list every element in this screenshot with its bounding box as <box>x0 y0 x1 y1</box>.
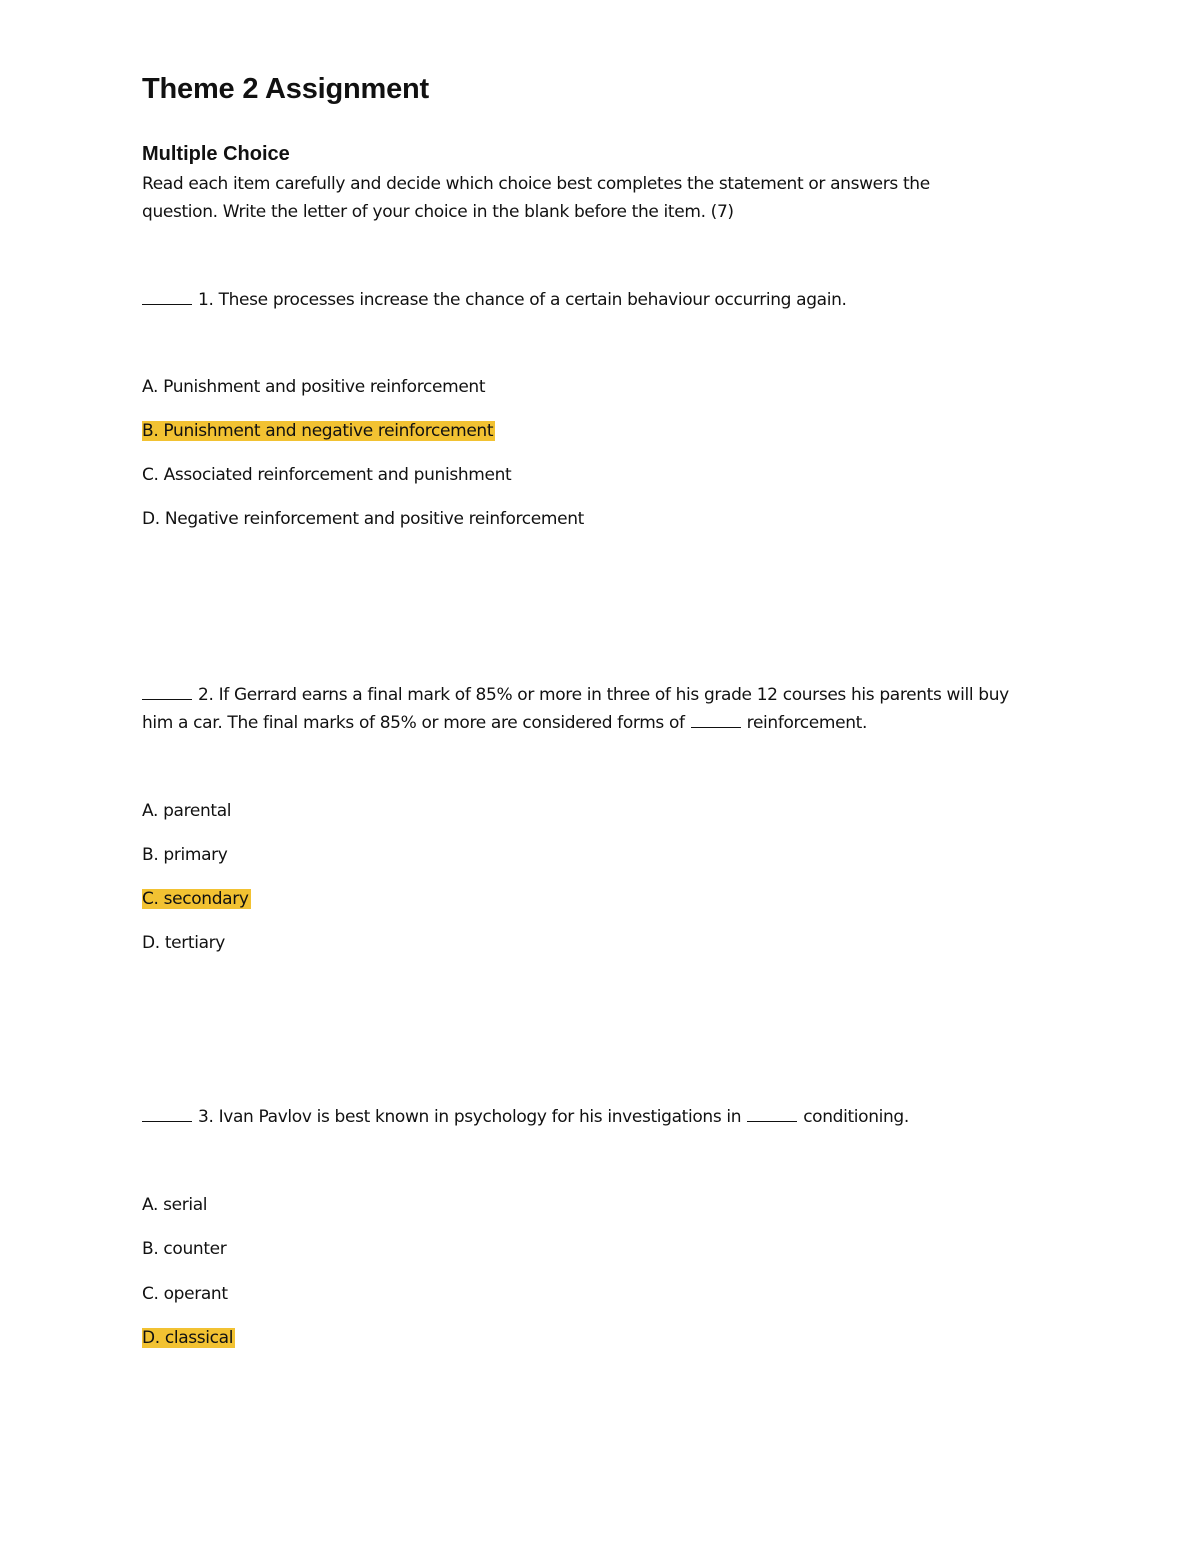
question-2 <box>142 681 1009 709</box>
question-1-option-a <box>142 373 487 401</box>
inline-blank <box>691 726 741 728</box>
question-number: 1. <box>198 290 214 310</box>
option-text: C. operant <box>142 1284 228 1304</box>
section-heading: Multiple Choice <box>142 143 290 165</box>
question-text-line-2-end: reinforcement. <box>746 713 868 733</box>
answer-blank <box>142 1120 192 1122</box>
question-3-option-d <box>142 1324 235 1352</box>
option-text: B. counter <box>142 1239 227 1259</box>
question-1 <box>142 286 847 314</box>
question-text: These processes increase the chance of a certain behaviour occurring again. <box>218 290 847 310</box>
question-number: 3. <box>198 1107 214 1127</box>
question-text-line-1: If Gerrard earns a final mark of 85% or more in three of his grade 12 courses his parents will buy <box>218 685 1009 705</box>
option-text: A. parental <box>142 801 232 821</box>
question-2-option-b <box>142 841 230 869</box>
question-text-end: conditioning. <box>803 1107 909 1127</box>
instructions <box>142 170 1042 226</box>
option-text: B. primary <box>142 845 228 865</box>
option-text: D. Negative reinforcement and positive reinforcement <box>142 509 584 529</box>
question-3-option-b <box>142 1235 228 1263</box>
inline-blank <box>747 1120 797 1122</box>
question-1-option-c <box>142 461 513 489</box>
instructions-line-1: Read each item carefully and decide which choice best completes the statement or answers the <box>142 174 930 194</box>
question-1-option-b <box>142 417 495 445</box>
question-3-option-a <box>142 1191 209 1219</box>
question-number: 2. <box>198 685 214 705</box>
question-text-line-2: him a car. The final marks of 85% or more are considered forms of <box>142 713 685 733</box>
question-3-option-c <box>142 1280 230 1308</box>
answer-blank <box>142 698 192 700</box>
highlighted-answer: B. Punishment and negative reinforcement <box>142 421 494 441</box>
question-2-option-d <box>142 929 227 957</box>
highlighted-answer: C. secondary <box>142 889 249 909</box>
option-text: C. Associated reinforcement and punishment <box>142 465 512 485</box>
option-text: D. tertiary <box>142 933 226 953</box>
highlighted-answer: D. classical <box>142 1328 234 1348</box>
question-2-line-2 <box>142 709 867 737</box>
page-title: Theme 2 Assignment <box>142 73 430 105</box>
question-3 <box>142 1103 909 1131</box>
answer-blank <box>142 303 192 305</box>
question-2-option-a <box>142 797 233 825</box>
option-text: A. serial <box>142 1195 208 1215</box>
instructions-line-2: question. Write the letter of your choice in the blank before the item. (7) <box>142 202 734 222</box>
question-1-option-d <box>142 505 586 533</box>
option-text: A. Punishment and positive reinforcement <box>142 377 486 397</box>
question-2-option-c <box>142 885 251 913</box>
question-text: Ivan Pavlov is best known in psychology for his investigations in <box>218 1107 742 1127</box>
